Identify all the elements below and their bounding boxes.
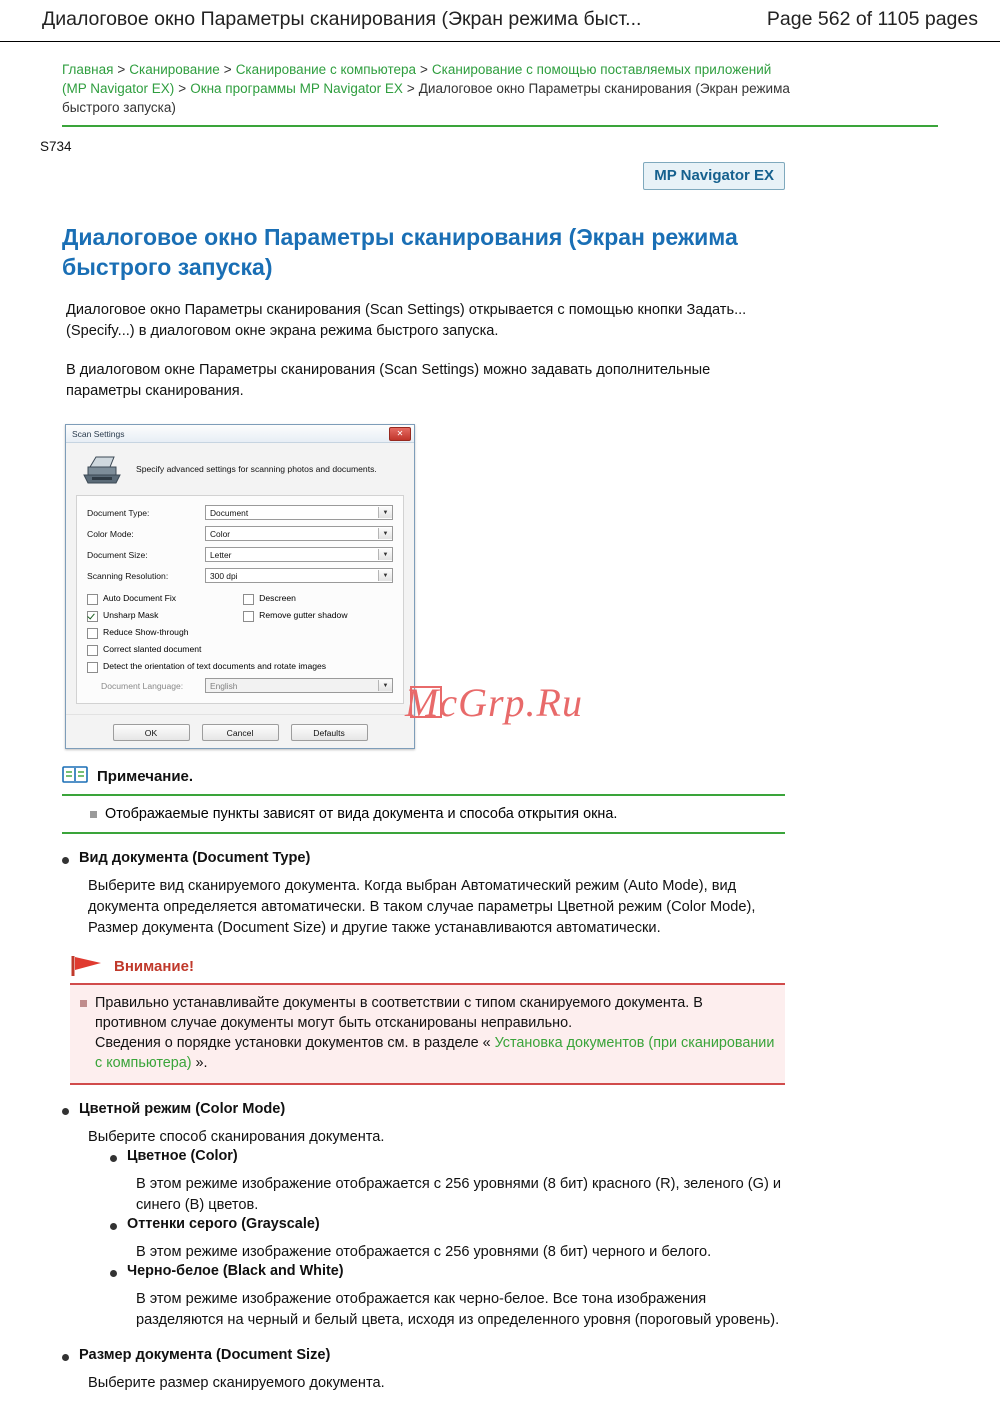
checkbox-descreen[interactable] [243,593,393,604]
breadcrumb-item-scanning[interactable]: Сканирование [129,62,220,77]
bullet-dot-icon [110,1223,117,1230]
dialog-buttons [66,714,414,748]
subsection-heading [110,1148,785,1164]
breadcrumb-separator: > [406,81,415,96]
chevron-down-icon[interactable]: ▼ [378,570,392,581]
page-title: Диалоговое окно Параметры сканирования (Экран режима быстрого запуска) [62,224,738,280]
subsection-black-and-white [110,1263,785,1331]
breadcrumb-separator: > [420,62,428,77]
scanner-icon [80,453,124,485]
warning-block [70,955,785,1085]
subsection-heading [110,1216,785,1232]
checkbox-label: Correct slanted document [103,644,202,654]
section-color-mode [62,1101,785,1331]
field-scanning-resolution [87,568,393,583]
checkbox-correct-slanted-document[interactable] [87,644,393,655]
mp-navigator-logo: MP Navigator EX [643,162,785,190]
color-mode-select[interactable] [205,526,393,541]
subsection-color [110,1148,785,1216]
color-mode-value: Color [210,528,231,539]
section-paragraph: Выберите вид сканируемого документа. Когда выбран Автоматический режим (Auto Mode), вид документа определяется автоматически. В таком случае параметры Цветной режим (Color Mode), Размер документа (Document Size) и другие также устанавливаются автоматически. [88,878,756,936]
warning-divider-bottom [70,1083,785,1085]
checkbox-icon[interactable] [243,594,254,605]
flag-icon [70,955,104,977]
checkbox-icon-checked[interactable] [87,611,98,622]
breadcrumb-separator: > [117,62,126,77]
section-heading-text: Размер документа (Document Size) [79,1347,331,1363]
scan-settings-dialog [65,424,415,749]
product-logo-row [0,162,1000,196]
subsection-grayscale [110,1216,785,1263]
dialog-banner-text: Specify advanced settings for scanning photos and documents. [136,464,377,474]
breadcrumb-divider [62,125,938,127]
checkbox-icon[interactable] [87,594,98,605]
intro-paragraph-1: Диалоговое окно Параметры сканирования (Scan Settings) открывается с помощью кнопки Задать... (Specify...) в диалоговом окне экрана режима быстрого запуска. [66,302,747,339]
subsection-heading-text: Черно-белое (Black and White) [127,1263,344,1279]
breadcrumb [0,60,1000,117]
breadcrumb-separator: > [178,81,187,96]
intro-paragraph-2: В диалоговом окне Параметры сканирования (Scan Settings) можно задавать дополнительные параметры сканирования. [66,362,711,399]
field-label-document-language: Document Language: [101,680,184,691]
section-heading-text: Вид документа (Document Type) [79,850,311,866]
checkbox-label: Detect the orientation of text documents and rotate images [103,661,327,671]
breadcrumb-item-mp-navigator-windows[interactable]: Окна программы MP Navigator EX [190,81,403,96]
checkbox-icon[interactable] [87,662,98,673]
warning-heading-text: Внимание! [114,957,194,975]
note-divider-bottom [62,832,785,834]
warning-body [70,985,785,1083]
warning-text-wrap [95,993,775,1073]
breadcrumb-item-scan-from-computer[interactable]: Сканирование с компьютера [235,62,417,77]
dialog-settings-panel [76,495,404,704]
warning-heading [70,955,785,977]
section-paragraph: Выберите размер сканируемого документа. [88,1375,385,1391]
field-color-mode [87,526,393,541]
field-label-color-mode: Color Mode: [87,528,134,539]
field-document-size [87,547,393,562]
checkbox-label: Auto Document Fix [103,593,177,603]
chevron-down-icon[interactable]: ▼ [378,507,392,518]
note-divider-top [62,794,785,796]
bullet-dot-icon [62,1354,69,1361]
subsection-paragraph: В этом режиме изображение отображается с 256 уровнями (8 бит) красного (R), зеленого (G) и синего (B) цветов. [136,1176,782,1213]
section-heading [62,1347,785,1363]
section-heading [62,850,785,866]
document-size-value: Letter [210,549,232,560]
document-language-select[interactable] [205,678,393,693]
checkbox-label: Remove gutter shadow [259,610,348,620]
chevron-down-icon[interactable]: ▼ [378,549,392,560]
dialog-banner [76,451,404,495]
bullet-dot-icon [62,857,69,864]
section-document-type [62,850,785,939]
subsection-heading [110,1263,785,1279]
bullet-dot-icon [62,1108,69,1115]
breadcrumb-separator: > [223,62,232,77]
breadcrumb-item-scan-with-apps[interactable]: Сканирование с помощью поставляемых приложений (MP Navigator EX) [62,62,772,96]
document-type-value: Document [210,507,249,518]
note-item [90,804,785,824]
document-language-value: English [210,680,238,691]
checkbox-detect-orientation[interactable] [87,661,393,672]
document-size-select[interactable] [205,547,393,562]
field-label-document-type: Document Type: [87,507,150,518]
field-label-document-size: Document Size: [87,549,148,560]
square-bullet-icon [90,811,97,818]
checkbox-icon[interactable] [243,611,254,622]
defaults-button[interactable]: Defaults [291,724,368,741]
close-icon[interactable]: ✕ [389,427,411,441]
field-label-scanning-resolution: Scanning Resolution: [87,570,169,581]
cancel-button[interactable]: Cancel [202,724,279,741]
bullet-dot-icon [110,1270,117,1277]
warning-text: Правильно устанавливайте документы в соответствии с типом сканируемого документа. В противном случае документы могут быть отсканированы неправильно. [95,995,703,1031]
chevron-down-icon[interactable]: ▼ [378,528,392,539]
warning-link-lead: Сведения о порядке установки документов см. в разделе « [95,1035,491,1051]
field-document-type [87,505,393,520]
warning-link[interactable]: Установка документов (при сканировании с компьютера) [95,1035,775,1071]
checkbox-icon[interactable] [87,628,98,639]
checkbox-unsharp-mask[interactable] [87,610,243,621]
page-header [0,0,1000,42]
note-heading [62,765,785,788]
note-block [62,765,785,834]
breadcrumb-item-home[interactable]: Главная [62,62,114,77]
header-page-count: Page 562 of 1105 pages [766,8,978,30]
watermark: McGrp.Ru [405,680,583,725]
section-heading [62,1101,785,1117]
note-icon [62,765,88,788]
checkbox-label: Reduce Show-through [103,627,189,637]
dialog-titlebar [66,425,414,443]
document-code: S734 [40,139,72,154]
bullet-dot-icon [110,1155,117,1162]
note-item-text: Отображаемые пункты зависят от вида документа и способа открытия окна. [105,806,618,822]
dialog-title: Scan Settings [72,428,125,439]
section-document-size [62,1347,785,1394]
subsection-paragraph: В этом режиме изображение отображается как черно-белое. Все тона изображения разделяются на черный и белый цвета, исходя из определенного уровня (пороговый уровень). [136,1291,780,1328]
checkbox-remove-gutter-shadow[interactable] [243,610,393,621]
document-type-select[interactable] [205,505,393,520]
section-heading-text: Цветной режим (Color Mode) [79,1101,286,1117]
subsection-paragraph: В этом режиме изображение отображается с 256 уровнями (8 бит) черного и белого. [136,1244,712,1260]
breadcrumb-item-current: Диалоговое окно Параметры сканирования (Экран режима быстрого запуска) [62,81,790,115]
dialog-checkbox-group [87,593,393,693]
checkbox-icon[interactable] [87,645,98,656]
scan-settings-screenshot [65,424,583,749]
checkbox-label: Descreen [259,593,296,603]
warning-text-after: ». [195,1055,208,1071]
note-heading-text: Примечание. [97,768,194,785]
scanning-resolution-select[interactable] [205,568,393,583]
chevron-down-icon[interactable]: ▼ [378,680,392,691]
field-document-language [87,678,393,693]
warning-item [80,993,775,1073]
subsection-heading-text: Цветное (Color) [127,1148,238,1164]
checkbox-reduce-show-through[interactable] [87,627,393,638]
ok-button[interactable]: OK [113,724,190,741]
scanning-resolution-value: 300 dpi [210,570,238,581]
section-paragraph: Выберите способ сканирования документа. [88,1129,385,1145]
checkbox-label: Unsharp Mask [103,610,159,620]
subsection-heading-text: Оттенки серого (Grayscale) [127,1216,320,1232]
square-bullet-icon [80,1000,87,1007]
header-title: Диалоговое окно Параметры сканирования (Экран режима быст... [42,8,642,30]
checkbox-auto-document-fix[interactable] [87,593,243,604]
dialog-body [66,443,414,714]
